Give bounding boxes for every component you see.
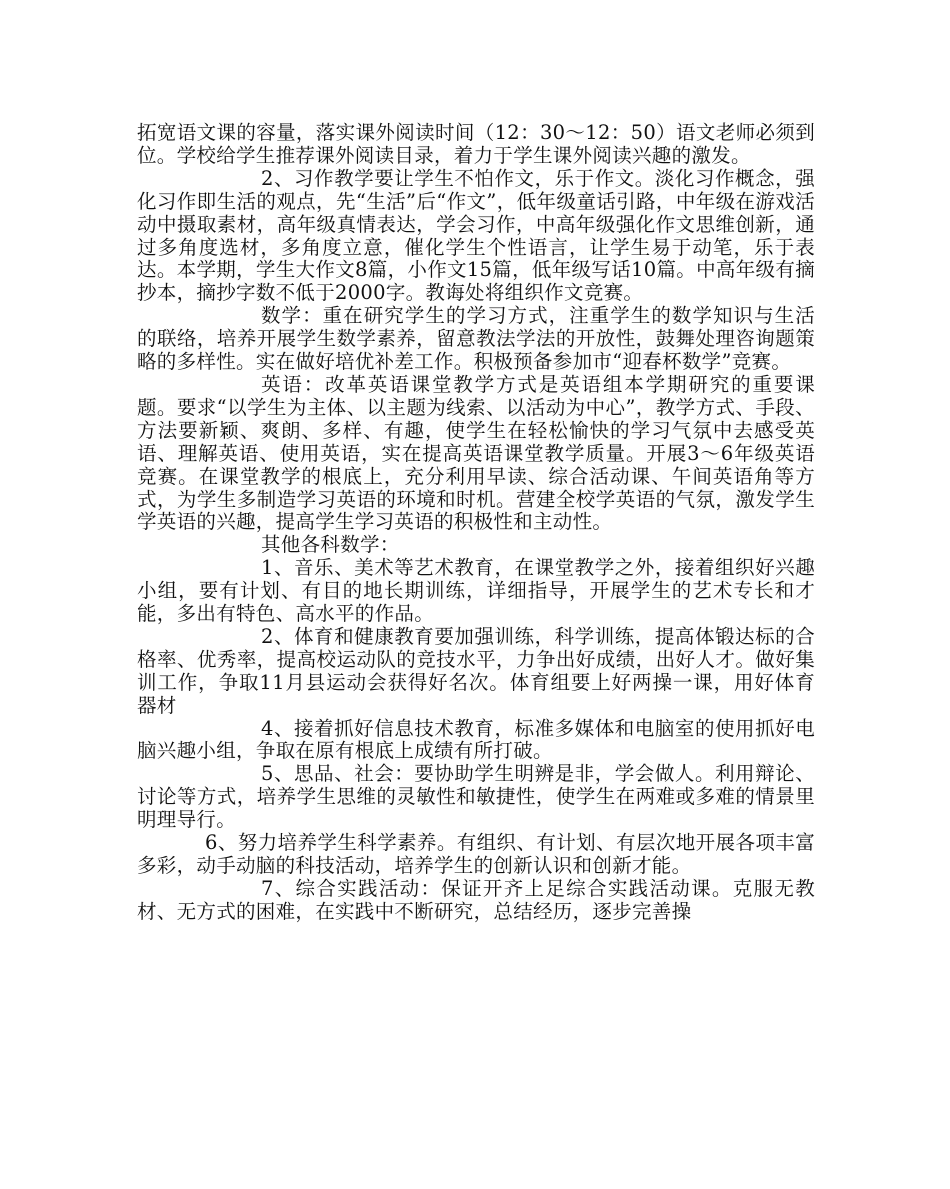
paragraph-pe: 2、体育和健康教育要加强训练，科学训练，提高体锻达标的合格率、优秀率，提高校运动队的竞技水平，力争出好成绩，出好人才。做好集训工作，争取11月县运动会获得好名次。体育组要上好两操一课，用好体育器材 (137, 624, 815, 717)
paragraph-math: 数学：重在研究学生的学习方式，注重学生的数学知识与生活的联络，培养开展学生数学素养，留意教法学法的开放性，鼓舞处理咨询题策略的多样性。实在做好培优补差工作。积极预备参加市“迎春杯数学”竞赛。 (137, 304, 815, 374)
document-body (137, 122, 815, 924)
paragraph-ethics: 5、思品、社会：要协助学生明辨是非，学会做人。利用辩论、讨论等方式，培养学生思维的灵敏性和敏捷性，使学生在两难或多难的情景里明理导行。 (137, 762, 815, 832)
paragraph-it: 4、接着抓好信息技术教育，标准多媒体和电脑室的使用抓好电脑兴趣小组，争取在原有根底上成绩有所打破。 (137, 716, 815, 763)
paragraph-other-subjects-heading: 其他各科数学： (261, 533, 400, 557)
paragraph-composition: 2、习作教学要让学生不怕作文，乐于作文。淡化习作概念，强化习作即生活的观点，先“生活”后“作文”，低年级童话引路，中年级在游戏活动中摄取素材，高年级真情表达，学会习作，中高年级强化作文思维创新，通过多角度选材，多角度立意，催化学生个性语言，让学生易于动笔，乐于表达。本学期，学生大作文8篇，小作文15篇，低年级写话10篇。中高年级有摘抄本，摘抄字数不低于2000字。教诲处将组织作文竞赛。 (137, 166, 815, 305)
paragraph-science: 6、努力培养学生科学素养。有组织、有计划、有层次地开展各项丰富多彩，动手动脑的科技活动，培养学生的创新认识和创新才能。 (137, 831, 815, 877)
paragraph-practice: 7、综合实践活动：保证开齐上足综合实践活动课。克服无教材、无方式的困难，在实践中不断研究，总结经历，逐步完善操 (137, 876, 815, 923)
paragraph-reading: 拓宽语文课的容量，落实课外阅读时间（12：30～12：50）语文老师必须到位。学校给学生推荐课外阅读目录，着力于学生课外阅读兴趣的激发。 (137, 121, 815, 167)
paragraph-arts: 1、音乐、美术等艺术教育，在课堂教学之外，接着组织好兴趣小组，要有计划、有目的地长期训练，详细指导，开展学生的艺术专长和才能，多出有特色、高水平的作品。 (137, 556, 815, 626)
paragraph-english: 英语：改革英语课堂教学方式是英语组本学期研究的重要课题。要求“以学生为主体、以主题为线索、以活动为中心”，教学方式、手段、方法要新颖、爽朗、多样、有趣，使学生在轻松愉快的学习气氛中去感受英语、理解英语、使用英语，实在提高英语课堂教学质量。开展3～6年级英语竞赛。在课堂教学的根底上，充分利用早读、综合活动课、午间英语角等方式，为学生多制造学习英语的环境和时机。营建全校学英语的气氛，激发学生学英语的兴趣，提高学生学习英语的积极性和主动性。 (137, 372, 815, 534)
